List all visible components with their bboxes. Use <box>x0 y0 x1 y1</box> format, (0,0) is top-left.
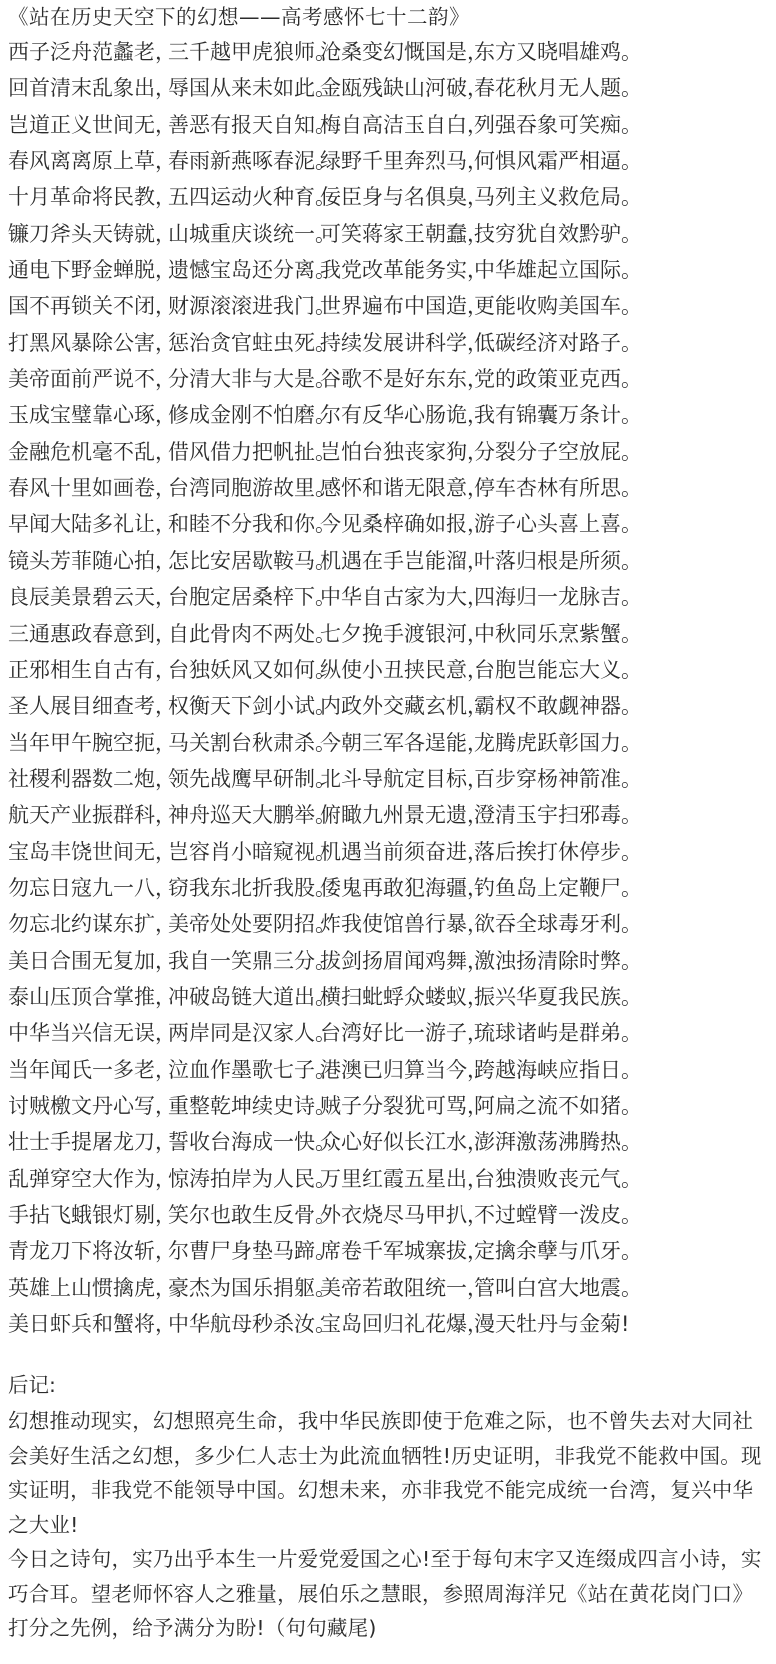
poem-line <box>8 1233 770 1269</box>
poem-phrase: 圣人展目细查考， <box>8 694 176 719</box>
poem-phrase: 英雄上山惯擒虎， <box>8 1275 176 1300</box>
poem-phrase: 拔剑扬眉闻鸡舞， <box>320 948 488 973</box>
poem-phrase: 良辰美景碧云天， <box>8 585 176 610</box>
poem-phrase: 权衡天下剑小试。 <box>168 694 336 719</box>
poem-phrase: 纵使小丑挟民意， <box>320 657 488 682</box>
poem-line <box>8 470 770 506</box>
poem-title: 《站在历史天空下的幻想——高考感怀七十二韵》 <box>8 5 470 29</box>
poem-phrase: 辱国从来未如此。 <box>168 76 336 101</box>
poem-phrase: 十月革命将民教， <box>8 185 176 210</box>
poem-phrase: 社稷利器数二炮， <box>8 766 176 791</box>
poem-phrase: 泣血作墨歌七子。 <box>168 1057 336 1082</box>
poem-phrase: 世界遍布中国造， <box>320 294 488 319</box>
poem-line <box>8 1161 770 1197</box>
poem-phrase: 技穷犹自效黔驴。 <box>474 221 642 246</box>
poem-phrase: 倭鬼再敢犯海疆， <box>320 875 488 900</box>
poem-line <box>8 361 770 397</box>
poem-phrase: 自此骨肉不两处。 <box>168 621 336 646</box>
poem-line <box>8 70 770 106</box>
poem-phrase: 春风十里如画卷， <box>8 476 176 501</box>
poem-line <box>8 179 770 215</box>
poem-line <box>8 216 770 252</box>
poem-phrase: 机遇当前须奋进， <box>320 839 488 864</box>
poem-phrase: 三通惠政春意到， <box>8 621 176 646</box>
afterword-heading: 后记: <box>8 1373 56 1398</box>
poem-phrase: 席卷千军城寨拔， <box>320 1239 488 1264</box>
poem-phrase: 勿忘日寇九一八， <box>8 875 176 900</box>
poem-line <box>8 1306 770 1342</box>
poem-phrase: 借风借力把帆扯。 <box>168 439 336 464</box>
poem-phrase: 打黑风暴除公害， <box>8 330 176 355</box>
poem-phrase: 可笑蒋家王朝蠢， <box>320 221 488 246</box>
poem-phrase: 百步穿杨神箭准。 <box>474 766 642 791</box>
poem-phrase: 更能收购美国车。 <box>474 294 642 319</box>
poem-phrase: 冲破岛链大道出。 <box>168 984 336 1009</box>
poem-body <box>8 34 770 1342</box>
poem-phrase: 定擒余孽与爪牙。 <box>474 1239 642 1264</box>
poem-line <box>8 943 770 979</box>
poem-phrase: 窃我东北折我股。 <box>168 875 336 900</box>
poem-phrase: 党的政策亚克西。 <box>474 367 642 392</box>
poem-phrase: 春花秋月无人题。 <box>474 76 642 101</box>
poem-phrase: 分清大非与大是。 <box>168 367 336 392</box>
poem-line <box>8 288 770 324</box>
poem-phrase: 美帝若敢阻统一， <box>320 1275 488 1300</box>
poem-line <box>8 652 770 688</box>
poem-phrase: 惊涛拍岸为人民。 <box>168 1166 336 1191</box>
poem-phrase: 乱弹穿空大作为， <box>8 1166 176 1191</box>
poem-phrase: 落后挨打休停步。 <box>474 839 642 864</box>
poem-phrase: 我党改革能务实， <box>320 258 488 283</box>
afterword-paragraph-2: 今日之诗句，实乃出乎本生一片爱党爱国之心!至于每句末字又连缀成四言小诗，实巧合耳。望老师怀容人之雅量，展伯乐之慧眼，参照周海洋兄《站在黄花岗门口》打分之先例，给予满分为盼!（句句藏尾) <box>8 1547 762 1641</box>
poem-line <box>8 34 770 70</box>
poem-phrase: 遗憾宝岛还分离。 <box>168 258 336 283</box>
poem-phrase: 北斗导航定目标， <box>320 766 488 791</box>
poem-phrase: 国不再锁关不闭， <box>8 294 176 319</box>
poem-phrase: 管叫白宫大地震。 <box>474 1275 642 1300</box>
poem-phrase: 梅自高洁玉自白， <box>320 112 488 137</box>
poem-phrase: 中华航母秒杀汝。 <box>168 1312 336 1337</box>
poem-phrase: 澄清玉宇扫邪毒。 <box>474 803 642 828</box>
poem-phrase: 春风离离原上草， <box>8 149 176 174</box>
poem-line <box>8 688 770 724</box>
poem-phrase: 漫天牡丹与金菊! <box>474 1312 630 1337</box>
poem-phrase: 感怀和谐无限意， <box>320 476 488 501</box>
poem-phrase: 两岸同是汉家人。 <box>168 1021 336 1046</box>
poem-phrase: 宝岛回归礼花爆， <box>320 1312 488 1337</box>
poem-line <box>8 1052 770 1088</box>
poem-phrase: 列强吞象可笑痴。 <box>474 112 642 137</box>
poem-line <box>8 397 770 433</box>
poem-phrase: 善恶有报天自知。 <box>168 112 336 137</box>
poem-phrase: 何惧风霜严相逼。 <box>474 149 642 174</box>
poem-phrase: 今朝三军各逞能， <box>320 730 488 755</box>
poem-line <box>8 870 770 906</box>
poem-phrase: 岂容肖小暗窥视。 <box>168 839 336 864</box>
poem-line <box>8 834 770 870</box>
poem-phrase: 美日合围无复加， <box>8 948 176 973</box>
poem-phrase: 中华自古家为大， <box>320 585 488 610</box>
poem-line <box>8 107 770 143</box>
poem-line <box>8 252 770 288</box>
poem-phrase: 讨贼檄文丹心写， <box>8 1093 176 1118</box>
poem-phrase: 佞臣身与名俱臭， <box>320 185 488 210</box>
poem-phrase: 东方又晓唱雄鸡。 <box>474 40 642 64</box>
poem-line <box>8 906 770 942</box>
poem-phrase: 马列主义救危局。 <box>474 185 642 210</box>
poem-phrase: 机遇在手岂能溜， <box>320 548 488 573</box>
poem-phrase: 西子泛舟范蠡老， <box>8 40 176 64</box>
poem-phrase: 七夕挽手渡银河， <box>320 621 488 646</box>
poem-phrase: 五四运动火种育。 <box>168 185 336 210</box>
poem-line <box>8 797 770 833</box>
poem-phrase: 美帝面前严说不， <box>8 367 176 392</box>
poem-phrase: 三千越甲虎狼师。 <box>168 40 336 64</box>
poem-phrase: 炸我使馆兽行暴， <box>320 912 488 937</box>
poem-phrase: 宝岛丰饶世间无， <box>8 839 176 864</box>
poem-phrase: 台胞岂能忘大义。 <box>474 657 642 682</box>
section-spacer <box>8 1342 770 1370</box>
poem-phrase: 早闻大陆多礼让， <box>8 512 176 537</box>
poem-phrase: 分裂分子空放屁。 <box>474 439 642 464</box>
poem-line <box>8 725 770 761</box>
poem-phrase: 横扫蚍蜉众蝼蚁， <box>320 984 488 1009</box>
poem-line <box>8 616 770 652</box>
poem-line <box>8 1124 770 1160</box>
poem-phrase: 当年闻氏一多老， <box>8 1057 176 1082</box>
poem-phrase: 谷歌不是好东东， <box>320 367 488 392</box>
poem-phrase: 岂怕台独丧家狗， <box>320 439 488 464</box>
poem-line <box>8 506 770 542</box>
poem-phrase: 金瓯残缺山河破， <box>320 76 488 101</box>
poem-line <box>8 979 770 1015</box>
poem-phrase: 修成金刚不怕磨。 <box>168 403 336 428</box>
poem-phrase: 镜头芳菲随心拍， <box>8 548 176 573</box>
poem-phrase: 笑尔也敢生反骨。 <box>168 1203 336 1227</box>
poem-phrase: 我有锦囊万条计。 <box>474 403 642 428</box>
poem-phrase: 欲吞全球毒牙利。 <box>474 912 642 937</box>
poem-phrase: 四海归一龙脉吉。 <box>474 585 642 610</box>
poem-phrase: 青龙刀下将汝斩， <box>8 1239 176 1264</box>
poem-phrase: 金融危机毫不乱， <box>8 439 176 464</box>
poem-line <box>8 1088 770 1124</box>
poem-phrase: 惩治贪官蛀虫死。 <box>168 330 336 355</box>
poem-phrase: 停车杏林有所思。 <box>474 476 642 501</box>
poem-phrase: 万里红霞五星出， <box>320 1166 488 1191</box>
poem-phrase: 中华雄起立国际。 <box>474 258 642 283</box>
poem-line <box>8 543 770 579</box>
poem-phrase: 激浊扬清除时弊。 <box>474 948 642 973</box>
poem-phrase: 内政外交藏玄机， <box>320 694 488 719</box>
poem-phrase: 豪杰为国乐捐躯。 <box>168 1275 336 1300</box>
poem-line <box>8 579 770 615</box>
poem-phrase: 贼子分裂犹可骂， <box>320 1093 488 1118</box>
poem-phrase: 航天产业振群科， <box>8 803 176 828</box>
poem-phrase: 怎比安居歇鞍马。 <box>168 548 336 573</box>
poem-phrase: 玉成宝璧靠心琢， <box>8 403 176 428</box>
poem-phrase: 台湾同胞游故里。 <box>168 476 336 501</box>
poem-phrase: 美帝处处要阴招。 <box>168 912 336 937</box>
poem-line <box>8 1197 770 1233</box>
poem-phrase: 中秋同乐烹紫蟹。 <box>474 621 642 646</box>
poem-phrase: 岂道正义世间无， <box>8 112 176 137</box>
poem-phrase: 俯瞰九州景无遗， <box>320 803 488 828</box>
poem-phrase: 振兴华夏我民族。 <box>474 984 642 1009</box>
poem-phrase: 通电下野金蝉脱， <box>8 258 176 283</box>
poem-phrase: 当年甲午腕空扼， <box>8 730 176 755</box>
poem-phrase: 勿忘北约谋东扩， <box>8 912 176 937</box>
poem-phrase: 不过螳臂一泼皮。 <box>474 1203 642 1227</box>
poem-phrase: 游子心头喜上喜。 <box>474 512 642 537</box>
poem-line <box>8 434 770 470</box>
poem-phrase: 众心好似长江水， <box>320 1130 488 1155</box>
poem-line <box>8 761 770 797</box>
poem-phrase: 尔有反华心肠诡， <box>320 403 488 428</box>
poem-phrase: 钓鱼岛上定鞭尸。 <box>474 875 642 900</box>
poem-phrase: 回首清末乱象出， <box>8 76 176 101</box>
poem-phrase: 港澳已归算当今， <box>320 1057 488 1082</box>
poem-phrase: 沧桑变幻慨国是， <box>320 40 488 64</box>
poem-phrase: 霸权不敢觑神器。 <box>474 694 642 719</box>
poem-phrase: 镰刀斧头天铸就， <box>8 221 176 246</box>
poem-phrase: 琉球诸屿是群弟。 <box>474 1021 642 1046</box>
poem-phrase: 山城重庆谈统一。 <box>168 221 336 246</box>
poem-phrase: 正邪相生自古有， <box>8 657 176 682</box>
poem-phrase: 叶落归根是所须。 <box>474 548 642 573</box>
poem-phrase: 手拈飞蛾银灯剔， <box>8 1203 176 1227</box>
poem-phrase: 阿扁之流不如猪。 <box>474 1093 642 1118</box>
poem-phrase: 壮士手提屠龙刀， <box>8 1130 176 1155</box>
afterword-paragraph-1: 幻想推动现实，幻想照亮生命，我中华民族即使于危难之际，也不曾失去对大同社会美好生活之幻想，多少仁人志士为此流血牺牲!历史证明，非我党不能救中国。现实证明，非我党不能领导中国。幻想未来，亦非我党不能完成统一台湾，复兴中华之大业! <box>8 1409 762 1537</box>
poem-phrase: 台独妖风又如何。 <box>168 657 336 682</box>
poem-line <box>8 1270 770 1306</box>
poem-phrase: 财源滚滚进我门。 <box>168 294 336 319</box>
poem-phrase: 台独溃败丧元气。 <box>474 1166 642 1191</box>
poem-line <box>8 143 770 179</box>
poem-phrase: 重整乾坤续史诗。 <box>168 1093 336 1118</box>
poem-line <box>8 325 770 361</box>
poem-phrase: 马关割台秋肃杀。 <box>168 730 336 755</box>
poem-phrase: 领先战鹰早研制。 <box>168 766 336 791</box>
poem-phrase: 外衣烧尽马甲扒， <box>320 1203 488 1227</box>
poem-phrase: 中华当兴信无误， <box>8 1021 176 1046</box>
poem-phrase: 泰山压顶合掌推， <box>8 984 176 1009</box>
poem-phrase: 我自一笑鼎三分。 <box>168 948 336 973</box>
poem-phrase: 澎湃激荡沸腾热。 <box>474 1130 642 1155</box>
poem-phrase: 跨越海峡应指日。 <box>474 1057 642 1082</box>
poem-phrase: 美日虾兵和蟹将， <box>8 1312 176 1337</box>
poem-phrase: 春雨新燕啄春泥。 <box>168 149 336 174</box>
poem-phrase: 今见桑梓确如报， <box>320 512 488 537</box>
poem-line <box>8 1015 770 1051</box>
poem-phrase: 龙腾虎跃彰国力。 <box>474 730 642 755</box>
poem-phrase: 和睦不分我和你。 <box>168 512 336 537</box>
poem-phrase: 台胞定居桑梓下。 <box>168 585 336 610</box>
poem-phrase: 台湾好比一游子， <box>320 1021 488 1046</box>
poem-phrase: 绿野千里奔烈马， <box>320 149 488 174</box>
poem-phrase: 神舟巡天大鹏举。 <box>168 803 336 828</box>
poem-phrase: 低碳经济对路子。 <box>474 330 642 355</box>
poem-phrase: 持续发展讲科学， <box>320 330 488 355</box>
poem-phrase: 尔曹尸身垫马蹄。 <box>168 1239 336 1264</box>
poem-phrase: 誓收台海成一快。 <box>168 1130 336 1155</box>
